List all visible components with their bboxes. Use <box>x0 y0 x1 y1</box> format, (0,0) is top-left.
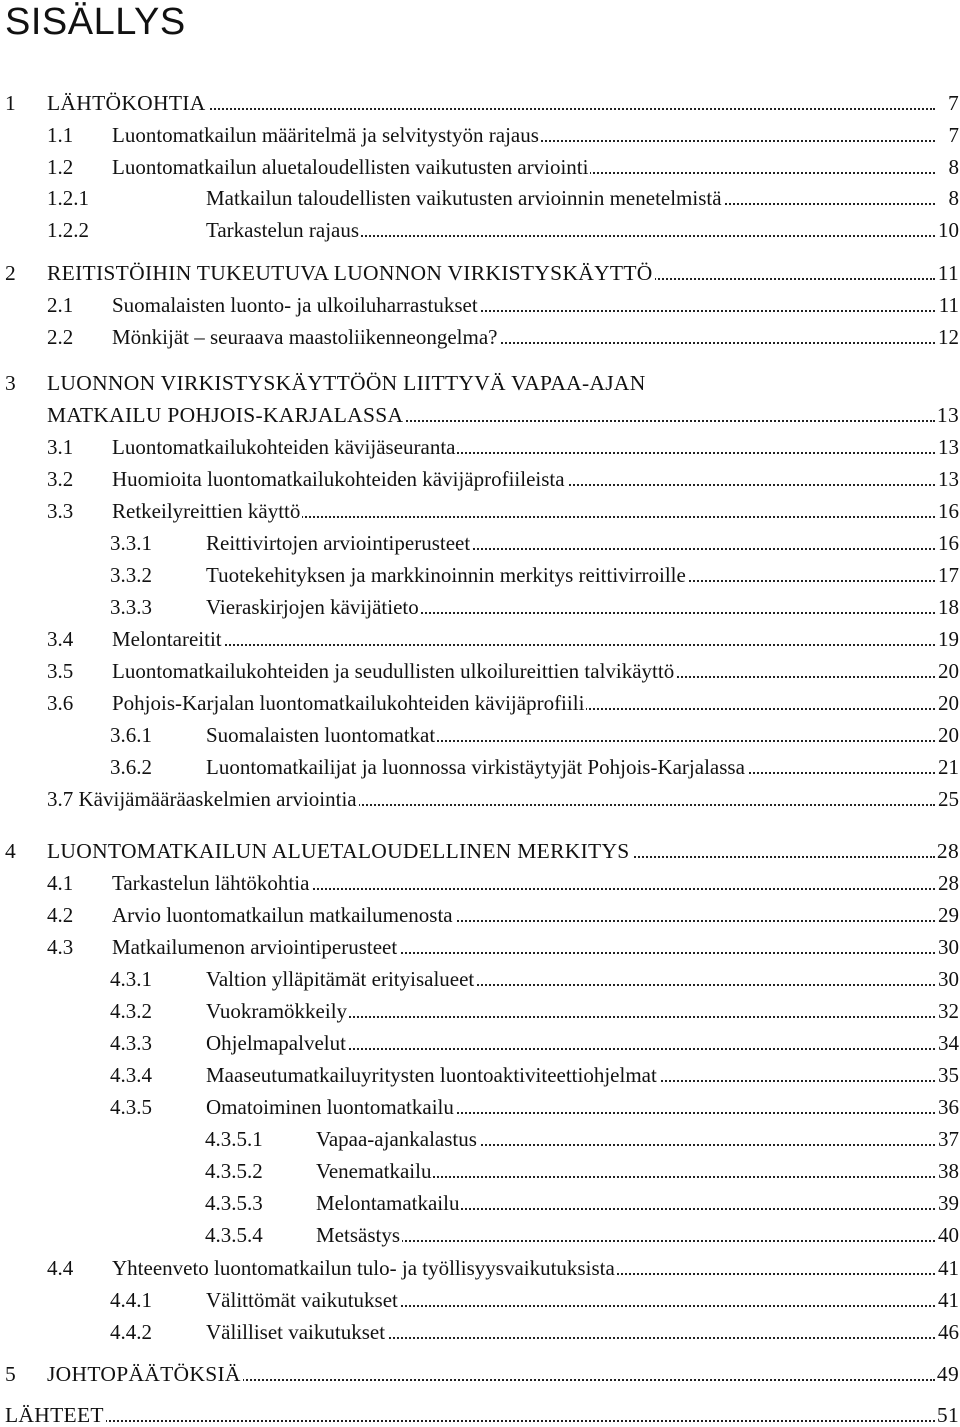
toc-entry[interactable] <box>0 961 960 991</box>
toc-entry[interactable] <box>0 287 960 317</box>
toc-entry-title: Pohjois-Karjalan luontomatkailukohteiden kävijäprofiili <box>112 691 585 715</box>
toc-entry-page: 8 <box>948 186 959 210</box>
toc-entry-page: 17 <box>938 563 959 587</box>
toc-entry-title: Tarkastelun rajaus <box>206 218 360 242</box>
toc-entry-title: Ohjelmapalvelut <box>206 1031 346 1055</box>
toc-entry-page: 19 <box>938 627 959 651</box>
toc-entry-title: Vuokramökkeily <box>206 999 348 1023</box>
toc-entry[interactable] <box>0 397 960 427</box>
toc-entry-page: 10 <box>938 218 959 242</box>
toc-entry-number: 4.3.5.3 <box>205 1191 263 1215</box>
toc-entry-page: 30 <box>938 967 959 991</box>
toc-entry-number: 4.3.5.2 <box>205 1159 263 1183</box>
toc-entry[interactable] <box>0 1089 960 1119</box>
toc-entry[interactable] <box>0 749 960 779</box>
toc-entry[interactable] <box>0 1250 960 1280</box>
toc-entry[interactable] <box>0 833 960 863</box>
toc-entry-title: Melontamatkailu <box>316 1191 460 1215</box>
toc-entry-page: 18 <box>938 595 959 619</box>
toc-entry-number: 1 <box>5 91 17 115</box>
toc-entry-title: Arvio luontomatkailun matkailumenosta <box>112 903 453 927</box>
toc-entry-number: 3.6 <box>47 691 74 715</box>
toc-entry-page: 36 <box>938 1095 959 1119</box>
toc-entry-title: LUONTOMATKAILUN ALUETALOUDELLINEN MERKITYS <box>47 839 630 863</box>
toc-entry-page: 20 <box>938 659 959 683</box>
toc-entry-number: 4.1 <box>47 871 74 895</box>
page-title: SISÄLLYS <box>5 1 186 43</box>
toc-entry-number: 1.2.2 <box>47 218 89 242</box>
toc-entry-title: Venematkailu <box>316 1159 432 1183</box>
toc-entry[interactable] <box>0 1121 960 1151</box>
toc-entry-number: 3.3.3 <box>110 595 152 619</box>
toc-entry-number: 4.3.1 <box>110 967 152 991</box>
toc-entry-number: 3.6.2 <box>110 755 152 779</box>
toc-entry-title: LUONNON VIRKISTYSKÄYTTÖÖN LIITTYVÄ VAPAA-AJAN <box>47 371 646 395</box>
toc-entry-page: 41 <box>938 1288 959 1312</box>
toc-entry-title: Omatoiminen luontomatkailu <box>206 1095 454 1119</box>
toc-entry-page: 32 <box>938 999 959 1023</box>
toc-entry-number: 4.2 <box>47 903 74 927</box>
toc-entry-number: 4.4.1 <box>110 1288 152 1312</box>
toc-entry[interactable] <box>0 621 960 651</box>
toc-entry-number: 4.3.5 <box>110 1095 152 1119</box>
toc-entry-title: Melontareitit <box>112 627 222 651</box>
toc-entry[interactable] <box>0 429 960 459</box>
toc-entry-number: 3.2 <box>47 467 74 491</box>
toc-entry-title: Vieraskirjojen kävijätieto <box>206 595 419 619</box>
toc-entry[interactable] <box>0 1314 960 1344</box>
toc-entry[interactable] <box>0 717 960 747</box>
toc-entry[interactable] <box>0 493 960 523</box>
toc-entry-number: 3.3.1 <box>110 531 152 555</box>
toc-entry-number: 1.2 <box>47 155 74 179</box>
toc-entry[interactable] <box>0 461 960 491</box>
toc-entry-page: 35 <box>938 1063 959 1087</box>
toc-entry-title: Mönkijät – seuraava maastoliikenneongelma? <box>112 325 498 349</box>
toc-entry-title: LÄHTÖKOHTIA <box>47 91 206 115</box>
toc-entry[interactable] <box>0 685 960 715</box>
toc-entry-page: 28 <box>936 839 959 863</box>
toc-entry[interactable] <box>0 1356 960 1386</box>
toc-entry[interactable] <box>0 589 960 619</box>
toc-entry-page: 51 <box>936 1403 959 1427</box>
toc-entry[interactable] <box>0 117 960 147</box>
toc-entry-page: 11 <box>937 261 959 285</box>
toc-entry-title: Välilliset vaikutukset <box>206 1320 386 1344</box>
toc-entry-title: Maaseutumatkailuyritysten luontoaktiviteettiohjelmat <box>206 1063 657 1087</box>
toc-entry[interactable] <box>0 85 960 115</box>
toc-entry-number: 3 <box>5 371 17 395</box>
toc-entry-number: 4.3.3 <box>110 1031 152 1055</box>
toc-entry-number: 2.1 <box>47 293 74 317</box>
toc-entry-title: MATKAILU POHJOIS-KARJALASSA <box>47 403 404 427</box>
toc-entry-title: Luontomatkailun aluetaloudellisten vaikutusten arviointi <box>112 155 589 179</box>
toc-entry-title: Välittömät vaikutukset <box>206 1288 398 1312</box>
toc-entry-page: 34 <box>938 1031 959 1055</box>
toc-entry-number: 1.2.1 <box>47 186 89 210</box>
toc-entry[interactable] <box>0 1153 960 1183</box>
toc-entry-page: 13 <box>938 467 959 491</box>
toc-entry[interactable] <box>0 1397 960 1427</box>
toc-entry[interactable] <box>0 212 960 242</box>
toc-entry-page: 13 <box>936 403 959 427</box>
toc-entry-number: 3.6.1 <box>110 723 152 747</box>
toc-entry[interactable] <box>0 1057 960 1087</box>
toc-entry-page: 7 <box>948 123 959 147</box>
toc-entry-number: 5 <box>5 1362 17 1386</box>
toc-entry-title: Vapaa-ajankalastus <box>316 1127 477 1151</box>
toc-dot-leader <box>316 1240 935 1242</box>
toc-entry[interactable] <box>0 255 960 285</box>
toc-entry-number: 4.4 <box>47 1256 74 1280</box>
toc-entry[interactable] <box>0 653 960 683</box>
toc-entry-page: 16 <box>938 531 959 555</box>
toc-entry-number: 4.3 <box>47 935 74 959</box>
toc-entry-number: 4.3.2 <box>110 999 152 1023</box>
toc-entry[interactable] <box>0 365 960 395</box>
toc-entry-number: 3.3.2 <box>110 563 152 587</box>
toc-entry[interactable] <box>0 180 960 210</box>
toc-entry[interactable] <box>0 525 960 555</box>
toc-entry-page: 21 <box>938 755 959 779</box>
toc-entry-title: Huomioita luontomatkailukohteiden kävijäprofiileista <box>112 467 565 491</box>
toc-entry-title: Matkailun taloudellisten vaikutusten arvioinnin menetelmistä <box>206 186 722 210</box>
toc-entry-title: Tuotekehityksen ja markkinoinnin merkitys reittivirroille <box>206 563 686 587</box>
toc-entry-page: 12 <box>938 325 959 349</box>
toc-entry[interactable] <box>0 1185 960 1215</box>
toc-entry-number: 4 <box>5 839 17 863</box>
toc-entry-title: Metsästys <box>316 1223 400 1247</box>
toc-entry-page: 38 <box>938 1159 959 1183</box>
toc-entry-number: 4.3.4 <box>110 1063 152 1087</box>
toc-entry-title: REITISTÖIHIN TUKEUTUVA LUONNON VIRKISTYSKÄYTTÖ <box>47 261 653 285</box>
toc-entry-title: 3.7 Kävijämääräaskelmien arviointia <box>47 787 357 811</box>
toc-entry[interactable] <box>0 993 960 1023</box>
toc-entry-title: JOHTOPÄÄTÖKSIÄ <box>47 1362 241 1386</box>
toc-entry-page: 20 <box>938 723 959 747</box>
toc-entry-number: 3.1 <box>47 435 74 459</box>
toc-entry[interactable] <box>0 1217 960 1247</box>
toc-entry-page: 25 <box>938 787 959 811</box>
toc-entry-title: Matkailumenon arviointiperusteet <box>112 935 398 959</box>
toc-entry[interactable] <box>0 897 960 927</box>
toc-entry-title: Suomalaisten luontomatkat <box>206 723 436 747</box>
toc-entry-page: 46 <box>938 1320 959 1344</box>
toc-entry-number: 3.3 <box>47 499 74 523</box>
toc-entry-title: Luontomatkailukohteiden ja seudullisten ulkoilureittien talvikäyttö <box>112 659 675 683</box>
toc-entry-number: 2.2 <box>47 325 74 349</box>
toc-entry-title: Suomalaisten luonto- ja ulkoiluharrastukset <box>112 293 478 317</box>
toc-dot-leader <box>5 1420 935 1422</box>
toc-entry-title: Luontomatkailun määritelmä ja selvitystyön rajaus <box>112 123 539 147</box>
toc-entry-page: 11 <box>938 293 959 317</box>
toc-entry-page: 20 <box>938 691 959 715</box>
toc-entry[interactable] <box>0 319 960 349</box>
toc-entry[interactable] <box>0 865 960 895</box>
toc-entry-page: 13 <box>938 435 959 459</box>
toc-entry-title: Luontomatkailijat ja luonnossa virkistäytyjät Pohjois-Karjalassa <box>206 755 745 779</box>
toc-entry-page: 8 <box>948 155 959 179</box>
toc-entry-page: 49 <box>936 1362 959 1386</box>
toc-entry-number: 4.3.5.4 <box>205 1223 263 1247</box>
toc-entry-title: LÄHTEET <box>5 1403 104 1427</box>
toc-entry-number: 3.5 <box>47 659 74 683</box>
toc-entry[interactable] <box>0 781 960 811</box>
toc-entry-page: 28 <box>938 871 959 895</box>
toc-entry-title: Valtion ylläpitämät erityisalueet <box>206 967 475 991</box>
toc-entry[interactable] <box>0 1025 960 1055</box>
toc-entry-page: 30 <box>938 935 959 959</box>
toc-entry-page: 16 <box>938 499 959 523</box>
toc-entry[interactable] <box>0 557 960 587</box>
toc-entry-number: 1.1 <box>47 123 74 147</box>
toc-entry[interactable] <box>0 1282 960 1312</box>
toc-entry-number: 4.4.2 <box>110 1320 152 1344</box>
toc-entry[interactable] <box>0 929 960 959</box>
toc-entry-title: Retkeilyreittien käyttö <box>112 499 301 523</box>
toc-entry-number: 2 <box>5 261 17 285</box>
toc-entry-page: 7 <box>947 91 959 115</box>
toc-entry-page: 29 <box>938 903 959 927</box>
toc-entry-page: 39 <box>938 1191 959 1215</box>
toc-dot-leader <box>112 644 935 646</box>
toc-entry-title: Yhteenveto luontomatkailun tulo- ja työllisyysvaikutuksista <box>112 1256 615 1280</box>
toc-entry-page: 37 <box>938 1127 959 1151</box>
toc-entry-page: 41 <box>938 1256 959 1280</box>
toc-entry-page: 40 <box>938 1223 959 1247</box>
toc-entry[interactable] <box>0 149 960 179</box>
toc-entry-title: Reittivirtojen arviointiperusteet <box>206 531 471 555</box>
toc-entry-title: Tarkastelun lähtökohtia <box>112 871 310 895</box>
toc-entry-title: Luontomatkailukohteiden kävijäseuranta <box>112 435 456 459</box>
toc-entry-number: 3.4 <box>47 627 74 651</box>
toc-entry-number: 4.3.5.1 <box>205 1127 263 1151</box>
